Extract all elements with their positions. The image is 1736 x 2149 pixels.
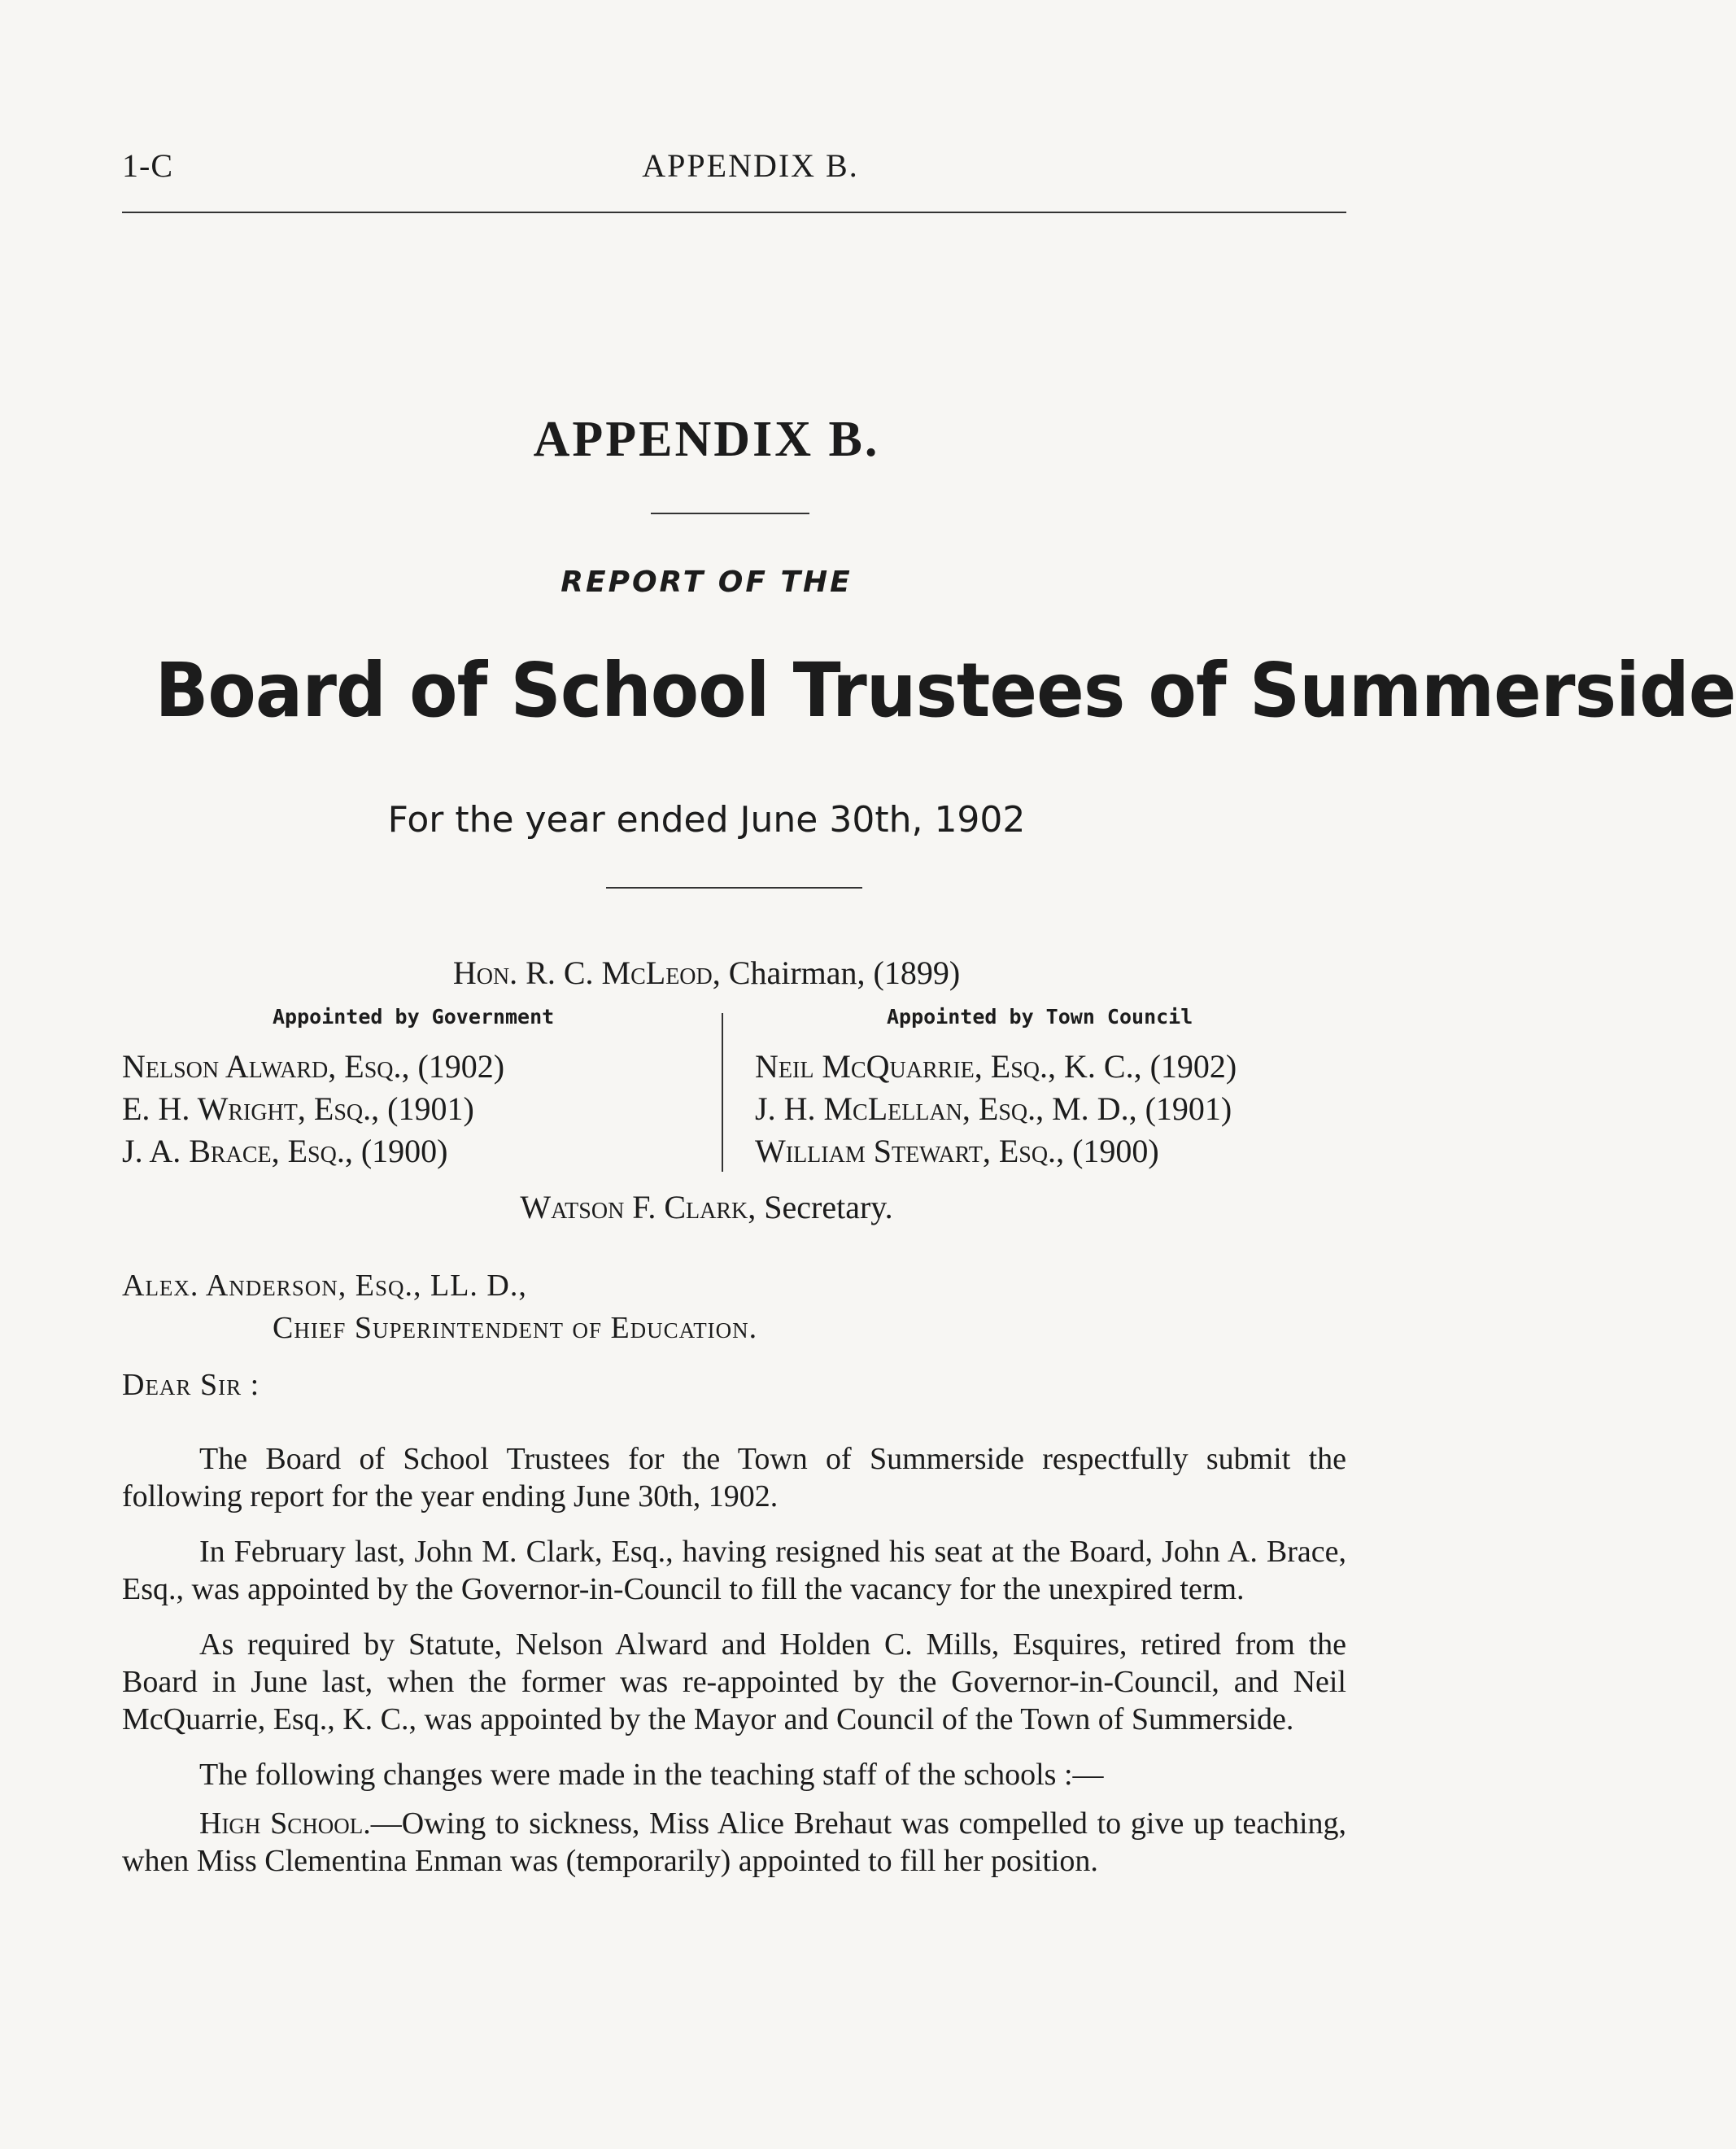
high-school-paragraph [122, 1805, 1346, 1880]
member-year: , (1900) [344, 1133, 448, 1169]
report-subheading: REPORT OF THE [560, 566, 853, 599]
list-item [122, 1130, 504, 1173]
letter-body [122, 1440, 1346, 1898]
running-title: APPENDIX B. [642, 147, 859, 184]
greeting: Dear Sir : [122, 1368, 260, 1402]
council-members [755, 1046, 1237, 1173]
paragraph: The following changes were made in the teaching staff of the schools :— [199, 1758, 1104, 1792]
member-year: , (1901) [371, 1090, 474, 1127]
column-divider [722, 1013, 723, 1172]
list-item [755, 1046, 1237, 1088]
paragraph: In February last, John M. Clark, Esq., having resigned his seat at the Board, John A. Brace, Esq., was appointed by the Governor-in-Council to fill the vacancy for the unexpired term. [122, 1535, 1346, 1606]
page-number: 1-C [122, 147, 173, 184]
running-header [122, 146, 1346, 187]
appendix-heading: APPENDIX B. [533, 412, 880, 467]
addressee: Alex. Anderson, Esq., LL. D., [122, 1269, 527, 1303]
member-name: Nelson Alward, Esq. [122, 1048, 402, 1085]
board-title: Board of School Trustees of Summerside [155, 647, 1736, 734]
list-item [122, 1046, 504, 1088]
title-divider [651, 513, 809, 514]
member-year: , (1900) [1056, 1133, 1159, 1169]
member-year: , K. C., (1902) [1048, 1048, 1237, 1085]
member-name: E. H. Wright, Esq. [122, 1090, 372, 1127]
list-item [122, 1088, 504, 1130]
year-line: For the year ended June 30th, 1902 [387, 799, 1026, 841]
paragraph: The Board of School Trustees for the Town of Summerside respectfully submit the following report for the year ending June 30th, 1902. [122, 1442, 1346, 1513]
list-item [755, 1088, 1237, 1130]
chairman-role: , Chairman, (1899) [712, 954, 961, 991]
council-heading: Appointed by Town Council [887, 1005, 1193, 1029]
list-item [755, 1130, 1237, 1173]
member-name: J. H. McLellan, Esq. [755, 1090, 1036, 1127]
header-rule [122, 212, 1346, 213]
member-name: J. A. Brace, Esq. [122, 1133, 345, 1169]
member-name: William Stewart, Esq. [755, 1133, 1057, 1169]
year-divider [606, 887, 862, 889]
chairman-name: Hon. R. C. McLeod [452, 954, 713, 991]
chairman-line [0, 954, 1381, 992]
secretary-line [0, 1188, 1381, 1226]
member-year: , (1902) [401, 1048, 505, 1085]
addressee-title: Chief Superintendent of Education. [273, 1311, 758, 1345]
paragraph: As required by Statute, Nelson Alward and Holden C. Mills, Esquires, retired from the Board in June last, when the former was re-appointed by the Governor-in-Council, and Neil McQuarrie, Esq., K. C., was appointed by the Mayor and Council of the Town of Summerside. [122, 1627, 1346, 1736]
government-members [122, 1046, 504, 1173]
high-school-text: —Owing to sickness, Miss Alice Brehaut was compelled to give up teaching, when Miss Clementina Enman was (temporarily) appointed to fill her position. [122, 1806, 1346, 1878]
member-name: Neil McQuarrie, Esq. [755, 1048, 1048, 1085]
secretary-role: , Secretary. [748, 1189, 893, 1225]
secretary-name: Watson F. Clark [520, 1189, 748, 1225]
government-heading: Appointed by Government [273, 1005, 555, 1029]
high-school-label: High School. [199, 1806, 371, 1841]
member-year: , M. D., (1901) [1036, 1090, 1232, 1127]
